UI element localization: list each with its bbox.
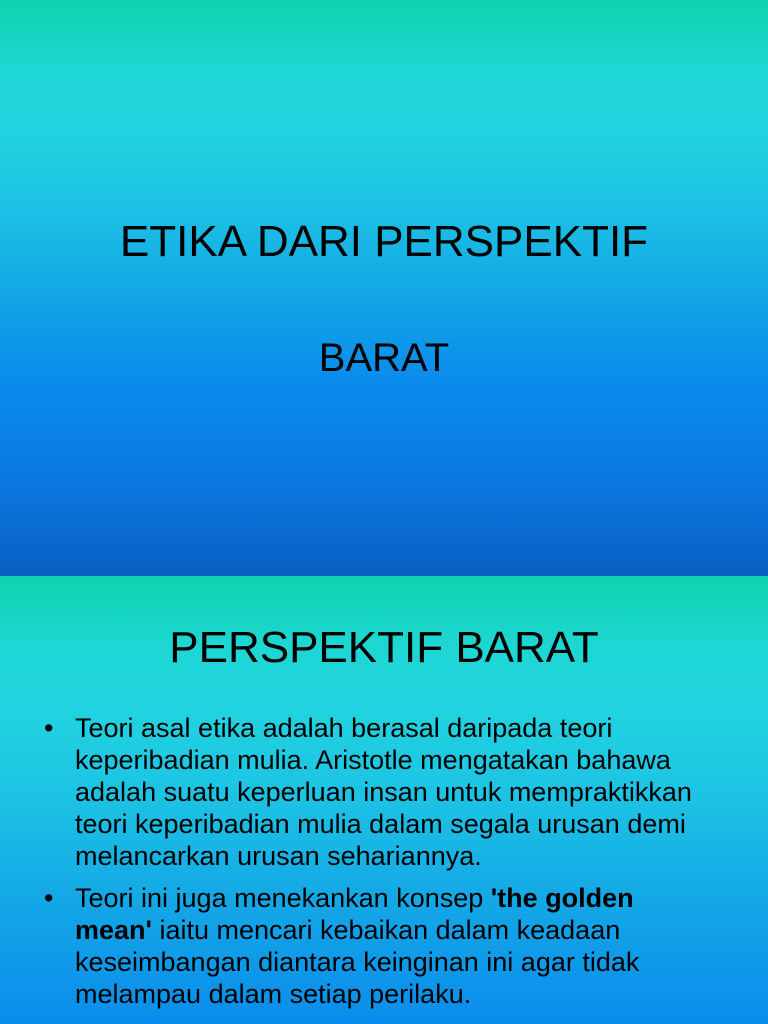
bullet-text-emphasis: 'the golden mean'	[75, 883, 634, 945]
bullet-dot-icon: •	[44, 713, 54, 743]
bullet-dot-icon: •	[44, 883, 54, 913]
slide-title-line-1: ETIKA DARI PERSPEKTIF	[119, 217, 649, 266]
bullet-list	[0, 712, 768, 1020]
bullet-text-prefix: Teori ini juga menekankan konsep	[75, 883, 491, 913]
slide-title-line-2: BARAT	[318, 336, 450, 380]
content-slide-title: PERSPEKTIF BARAT	[169, 623, 599, 672]
bullet-item	[0, 712, 768, 872]
bullet-text: Teori asal etika adalah berasal daripada teori keperibadian mulia. Aristotle mengatakan bahawa adalah suatu keperluan insan untuk mempraktikkan teori keperibadian mulia dalam segala urusan demi melancarkan urusan sehariannya.	[75, 713, 692, 871]
bullet-item	[0, 882, 768, 1010]
bullet-text-suffix: iaitu mencari kebaikan dalam keadaan keseimbangan diantara keinginan ini agar tidak melampau dalam setiap perilaku.	[75, 915, 640, 1009]
